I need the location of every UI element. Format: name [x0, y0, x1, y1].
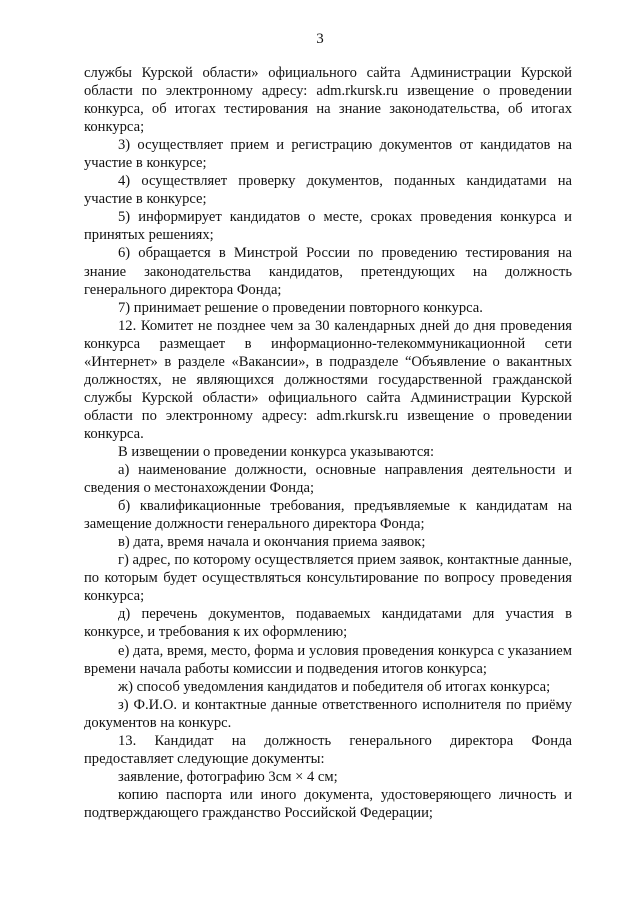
- paragraph-doc-passport: копию паспорта или иного документа, удостоверяющего личность и подтверждающего гражданство Российской Федерации;: [84, 786, 572, 821]
- paragraph-clause-12: 12. Комитет не позднее чем за 30 календарных дней до дня проведения конкурса размещает в информационно-телекоммуникационной сети «Интернет» в разделе «Вакансии», в подразделе “Объявление о вакантных должностях, не являющихся должностями государственной гражданской службы Курской области» официального сайта Администрации Курской области по электронному адресу: adm.rkursk.ru извещение о проведении конкурса.: [84, 317, 572, 442]
- paragraph-notice-zh: ж) способ уведомления кандидатов и победителя об итогах конкурса;: [118, 678, 551, 695]
- paragraph-notice-b: б) квалификационные требования, предъявляемые к кандидатам на замещение должности генерального директора Фонда;: [84, 498, 572, 533]
- paragraph-notice-g: г) адрес, по которому осуществляется прием заявок, контактные данные, по которым будет осуществляться консультирование по вопросу проведения конкурса;: [84, 552, 572, 605]
- document-body: [84, 64, 572, 822]
- paragraph-continuation: службы Курской области» официального сайта Администрации Курской области по электронному адресу: adm.rkursk.ru извещение о проведении конкурса, об итогах тестирования на знание законодательства, об итогах конкурса;: [84, 65, 572, 136]
- paragraph-doc-application: заявление, фотографию 3см × 4 см;: [118, 768, 338, 785]
- paragraph-notice-a: а) наименование должности, основные направления деятельности и сведения о местонахождении Фонда;: [84, 462, 572, 497]
- paragraph-item-4: 4) осуществляет проверку документов, поданных кандидатами на участие в конкурсе;: [84, 173, 572, 208]
- paragraph-clause-13: 13. Кандидат на должность генерального директора Фонда предоставляет следующие документы:: [84, 732, 572, 767]
- paragraph-item-3: 3) осуществляет прием и регистрацию документов от кандидатов на участие в конкурсе;: [84, 137, 572, 172]
- page-number: 3: [316, 31, 324, 47]
- paragraph-notice-intro: В извещении о проведении конкурса указываются:: [118, 443, 435, 460]
- paragraph-item-5: 5) информирует кандидатов о месте, сроках проведения конкурса и принятых решениях;: [84, 209, 572, 244]
- paragraph-notice-e: е) дата, время, место, форма и условия проведения конкурса с указанием времени начала работы комиссии и подведения итогов конкурса;: [84, 642, 572, 677]
- paragraph-item-7: 7) принимает решение о проведении повторного конкурса.: [118, 299, 483, 316]
- paragraph-notice-z: з) Ф.И.О. и контактные данные ответственного исполнителя по приёму документов на конкурс.: [84, 696, 572, 731]
- paragraph-notice-d: д) перечень документов, подаваемых кандидатами для участия в конкурсе, и требования к их оформлению;: [84, 606, 572, 641]
- paragraph-notice-v: в) дата, время начала и окончания приема заявок;: [118, 534, 426, 551]
- paragraph-item-6: 6) обращается в Минстрой России по проведению тестирования на знание законодательства кандидатов, претендующих на должность генерального директора Фонда;: [84, 245, 572, 298]
